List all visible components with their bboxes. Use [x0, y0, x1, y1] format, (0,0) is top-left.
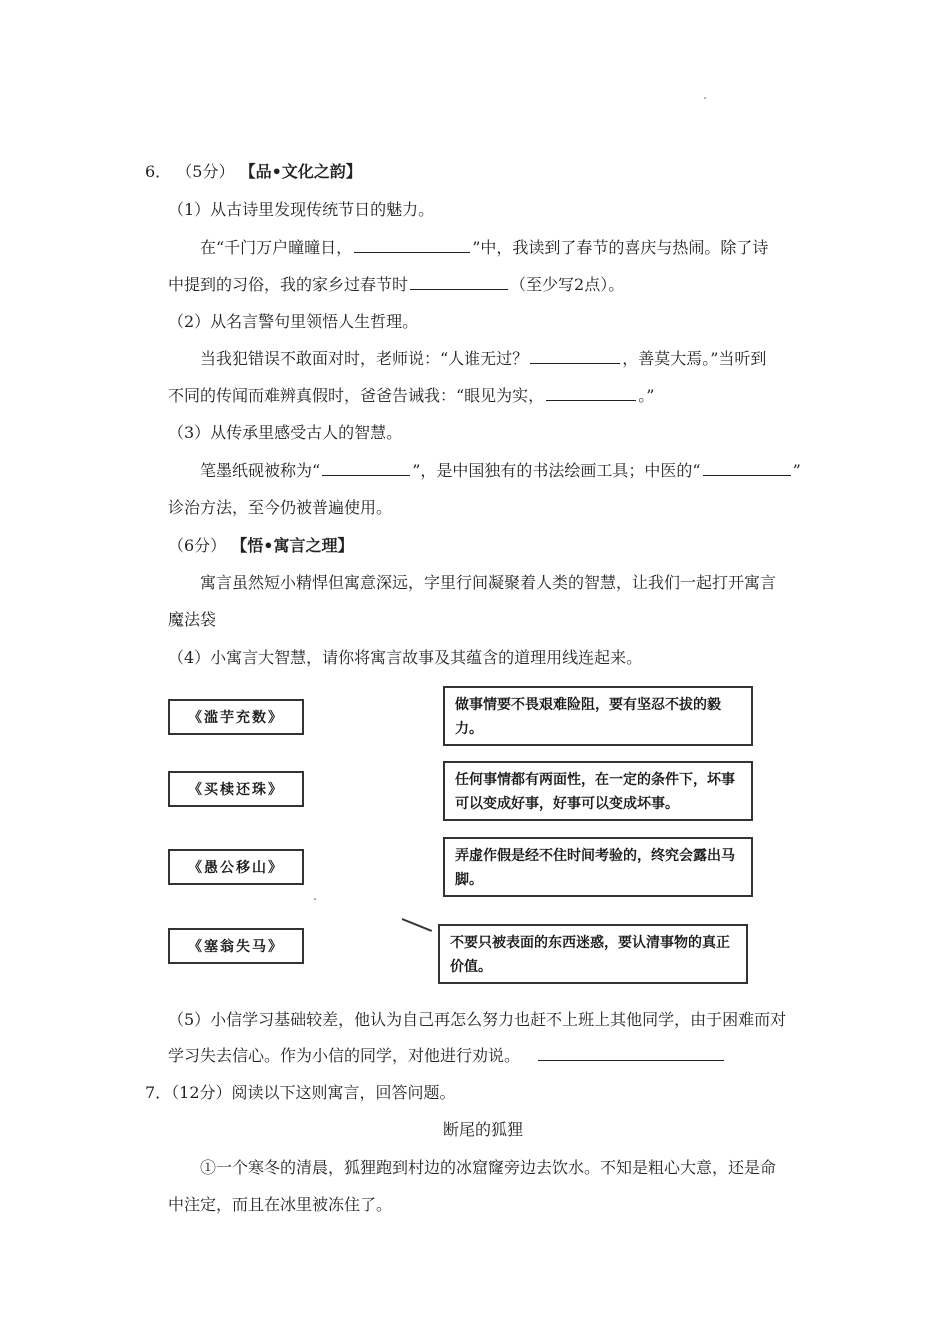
- stray-dot-mark-top: [704, 97, 706, 99]
- part1-line2: [168, 273, 624, 297]
- answer-blank-4[interactable]: [546, 384, 636, 401]
- section2-title: 【悟•寓言之理】: [231, 536, 354, 555]
- part3-text-c: ”: [792, 461, 801, 480]
- part1-text-d: （至少写2点）。: [510, 275, 625, 294]
- part1-line1: [200, 236, 768, 260]
- q6-number: 6．: [145, 162, 172, 181]
- part2-text-c: 不同的传闻而难辨真假时，爸爸告诫我：“眼见为实，: [168, 386, 545, 405]
- part1-text-c: 中提到的习俗，我的家乡过春节时: [168, 275, 409, 294]
- answer-blank-1[interactable]: [354, 236, 470, 253]
- part3-text-a: 笔墨纸砚被称为“: [200, 461, 321, 480]
- stray-line-mark: [402, 918, 432, 932]
- part3-title: （3）从传承里感受古人的智慧。: [168, 423, 403, 442]
- moral-box-3[interactable]: 弄虚作假是经不住时间考验的，终究会露出马脚。: [443, 837, 753, 897]
- part1-text-b: ”中，我读到了春节的喜庆与热闹。除了诗: [472, 238, 769, 257]
- section2-score: （6分）: [168, 536, 227, 555]
- stray-dot-mark: [314, 898, 316, 900]
- part5-text: 学习失去信心。作为小信的同学，对他进行劝说。: [168, 1046, 521, 1065]
- answer-blank-6[interactable]: [703, 459, 791, 476]
- part3-text-b: ”，是中国独有的书法绘画工具；中医的“: [412, 461, 701, 480]
- part3-line1: [200, 459, 801, 483]
- intro-line1: 寓言虽然短小精悍但寓意深远，字里行间凝聚着人类的智慧，让我们一起打开寓言: [200, 573, 777, 592]
- answer-blank-7[interactable]: [538, 1044, 724, 1061]
- story-box-2[interactable]: 《买椟还珠》: [168, 771, 304, 807]
- q7-story-title: 断尾的狐狸: [443, 1120, 524, 1139]
- answer-blank-5[interactable]: [322, 459, 410, 476]
- part2-line2: [168, 384, 654, 408]
- moral-box-4[interactable]: 不要只被表面的东西迷惑，要认清事物的真正价值。: [438, 924, 748, 984]
- section2-header: [168, 534, 354, 558]
- story-box-3[interactable]: 《愚公移山》: [168, 849, 304, 885]
- part5-line1: （5）小信学习基础较差，他认为自己再怎么努力也赶不上班上其他同学，由于困难而对: [168, 1010, 787, 1029]
- q7-header: 7．（12分）阅读以下这则寓言，回答问题。: [145, 1083, 456, 1102]
- answer-blank-2[interactable]: [410, 273, 508, 290]
- part5-line2: [168, 1044, 726, 1068]
- story-box-4[interactable]: 《塞翁失马》: [168, 928, 304, 964]
- q7-paragraph-line2: 中注定，而且在冰里被冻住了。: [168, 1195, 393, 1214]
- part1-text-a: 在“千门万户曈曈日，: [200, 238, 353, 257]
- intro-line2: 魔法袋: [168, 610, 217, 629]
- q6-score: （5分）: [176, 162, 235, 181]
- q6-section-title: 【品•文化之韵】: [239, 162, 362, 181]
- q6-header: [145, 160, 362, 184]
- part2-text-d: 。”: [638, 386, 655, 405]
- part2-title: （2）从名言警句里领悟人生哲理。: [168, 312, 419, 331]
- story-box-1[interactable]: 《滥芋充数》: [168, 699, 304, 735]
- answer-blank-3[interactable]: [530, 347, 620, 364]
- part1-title: （1）从古诗里发现传统节日的魅力。: [168, 200, 435, 219]
- moral-box-1[interactable]: 做事情要不畏艰难险阻，要有坚忍不拔的毅力。: [443, 686, 753, 746]
- part4-title: （4）小寓言大智慧，请你将寓言故事及其蕴含的道理用线连起来。: [168, 648, 643, 667]
- q7-paragraph-line1: ①一个寒冬的清晨，狐狸跑到村边的冰窟窿旁边去饮水。不知是粗心大意，还是命: [200, 1158, 777, 1177]
- part2-text-b: ，善莫大焉。”当听到: [622, 349, 767, 368]
- moral-box-2[interactable]: 任何事情都有两面性，在一定的条件下，坏事可以变成好事，好事可以变成坏事。: [443, 761, 753, 821]
- part3-line2: 诊治方法，至今仍被普遍使用。: [168, 498, 393, 517]
- part2-text-a: 当我犯错误不敢面对时，老师说：“人谁无过？: [200, 349, 529, 368]
- part2-line1: [200, 347, 766, 371]
